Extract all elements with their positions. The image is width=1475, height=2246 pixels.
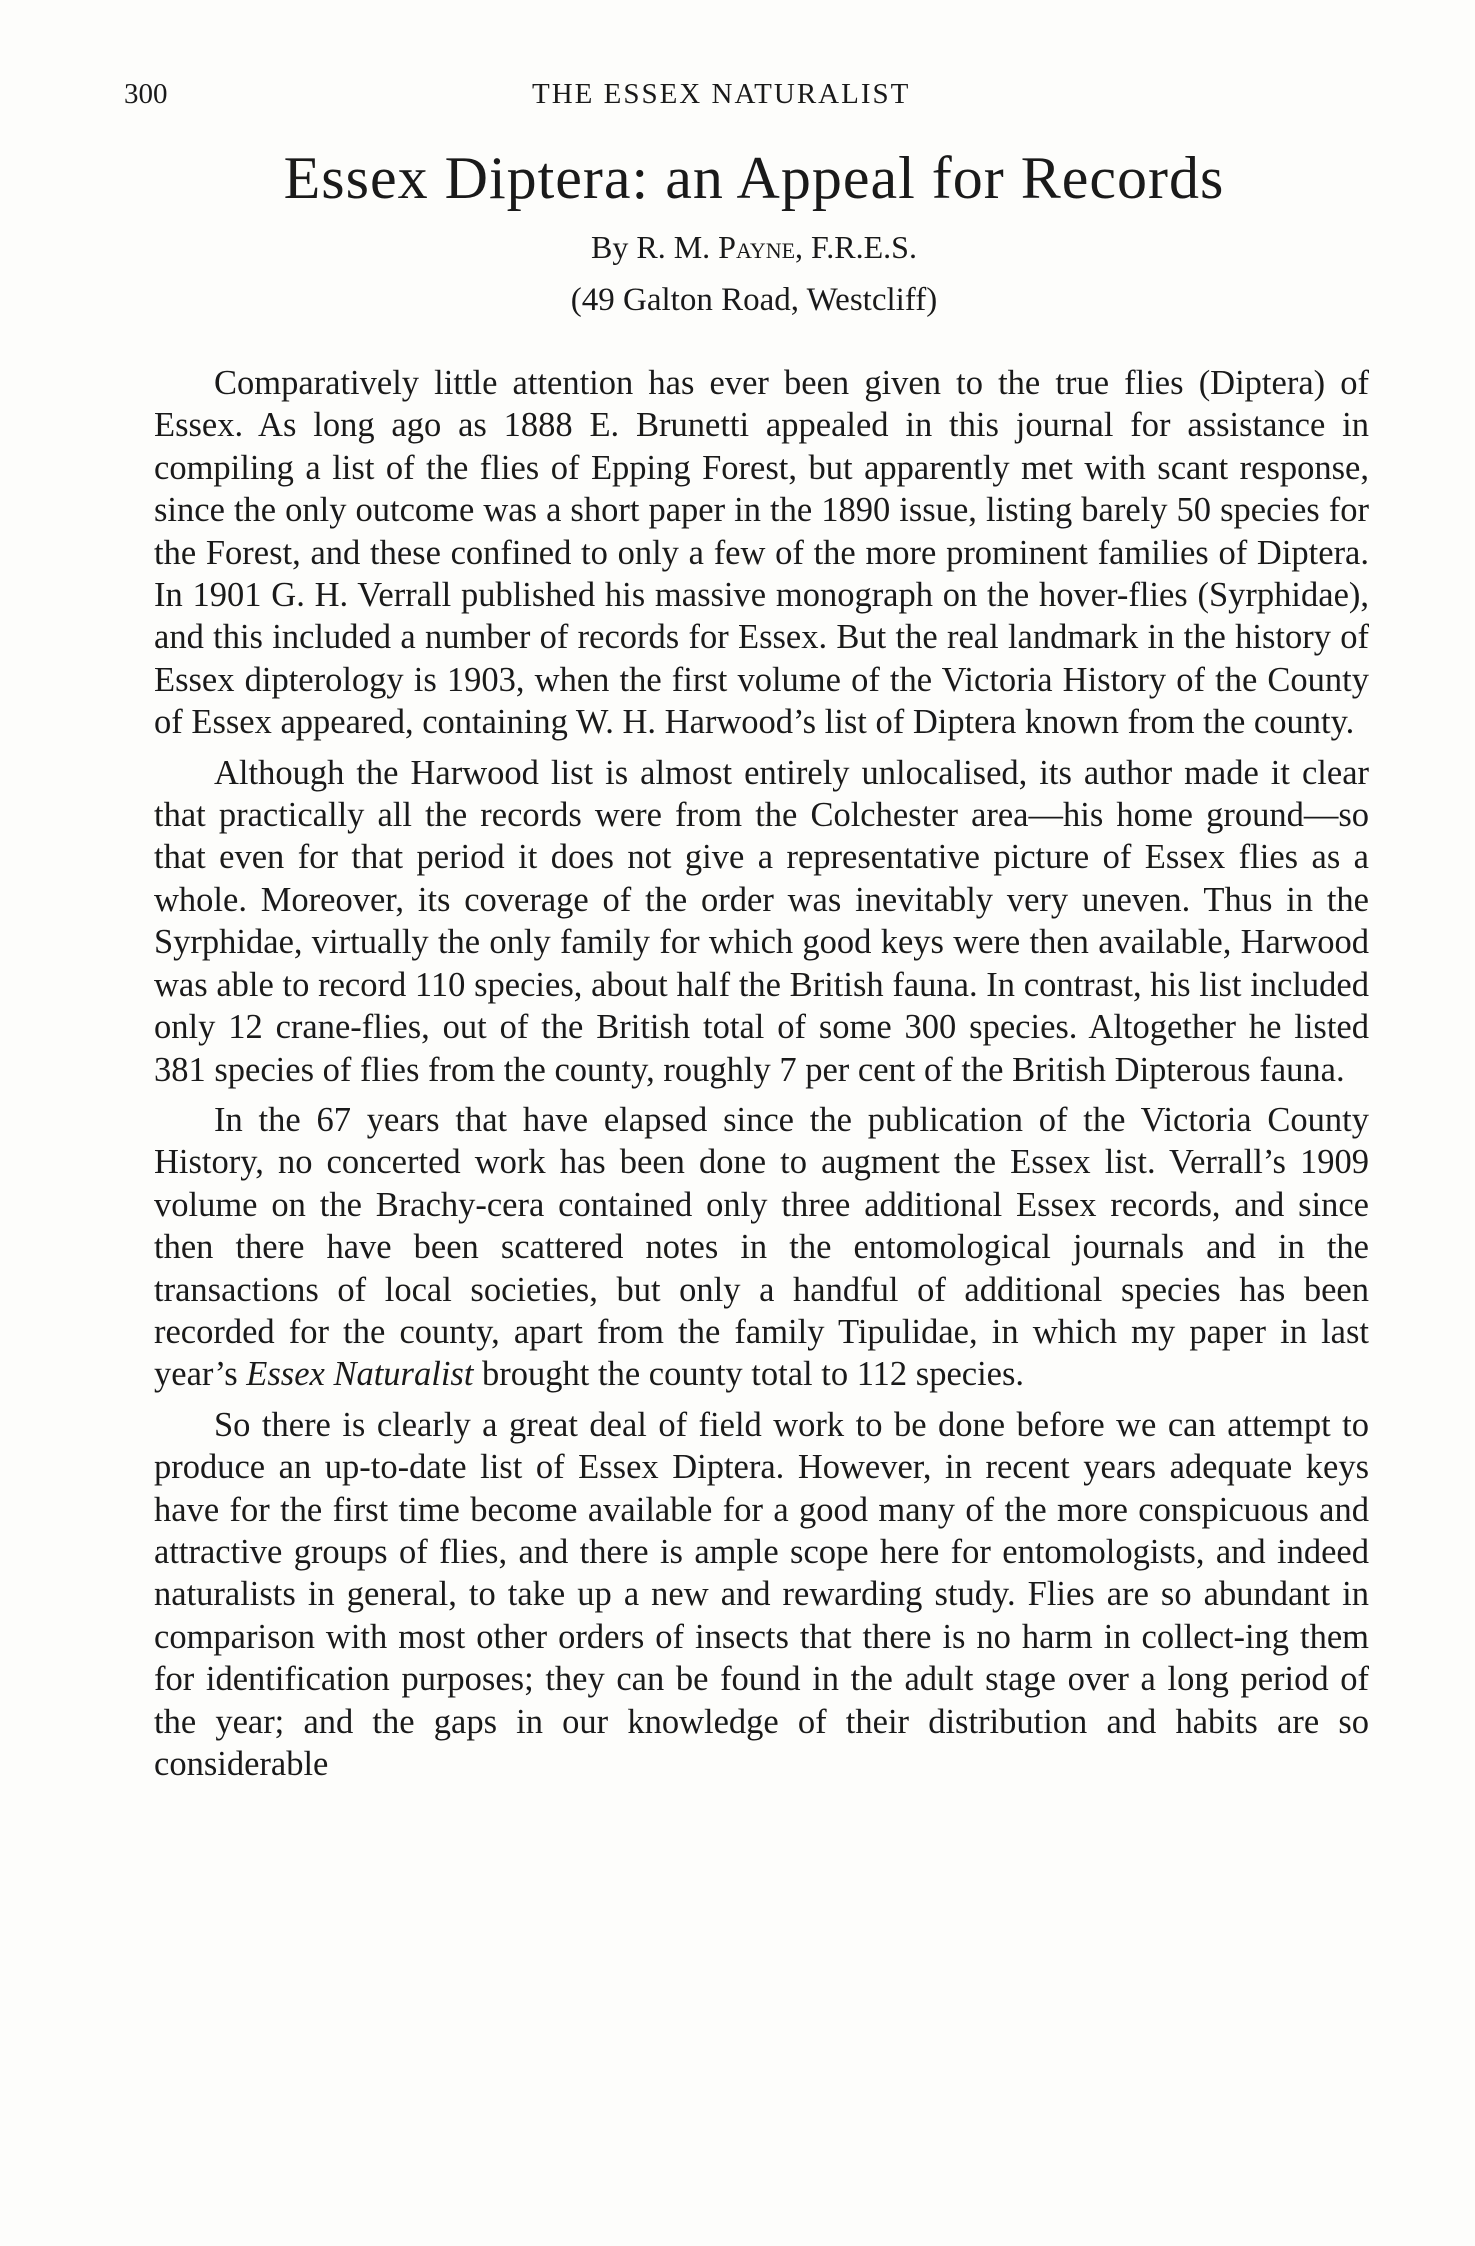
paragraph-3-text: In the 67 years that have elapsed since the publication of the Victoria County History, no concerted work has been done to augment the Essex list. Verrall’s 1909 volume on the Brachy-cera contained only three additional Essex records, and since then there have been scattered notes in the entomological journals and in the transactions of local societies, but only a handful of additional species has been recorded for the county, apart from the family Tipulidae, in which my paper in last year’s <box>154 1100 1369 1394</box>
paragraph-3-text-end: brought the county total to 112 species. <box>473 1355 1025 1394</box>
page-number: 300 <box>124 78 168 110</box>
journal-title: THE ESSEX NATURALIST <box>532 78 911 110</box>
paragraph-3 <box>154 1099 1369 1396</box>
running-head <box>124 78 1384 118</box>
article-body <box>154 362 1369 1793</box>
byline-prefix: By R. M. <box>591 229 719 265</box>
paragraph-2: Although the Harwood list is almost entirely unlocalised, its author made it clear that practically all the records were from the Colchester area—his home ground—so that even for that period it does not give a representative picture of Essex flies as a whole. Moreover, its coverage of the order was inevitably very uneven. Thus in the Syrphidae, virtually the only family for which good keys were then available, Harwood was able to record 110 species, about half the British fauna. In contrast, his list included only 12 crane-flies, out of the British total of some 300 species. Altogether he listed 381 species of flies from the county, roughly 7 per cent of the British Dipterous fauna. <box>154 753 1369 1089</box>
paragraph-1: Comparatively little attention has ever been given to the true flies (Diptera) of Essex. As long ago as 1888 E. Brunetti appealed in this journal for assistance in compiling a list of the flies of Epping Forest, but apparently met with scant response, since the only outcome was a short paper in the 1890 issue, listing barely 50 species for the Forest, and these confined to only a few of the more prominent families of Diptera. In 1901 G. H. Verrall published his massive monograph on the hover-flies (Syrphidae), and this included a number of records for Essex. But the real landmark in the history of Essex dipterology is 1903, when the first volume of the Victoria History of the County of Essex appeared, containing W. H. Harwood’s list of Diptera known from the county. <box>154 364 1369 742</box>
byline-suffix: , F.R.E.S. <box>795 229 917 265</box>
journal-name-italic: Essex Naturalist <box>246 1355 474 1394</box>
author-byline <box>124 226 1384 268</box>
paragraph-4: So there is clearly a great deal of field work to be done before we can attempt to produce an up-to-date list of Essex Diptera. However, in recent years adequate keys have for the first time become available for a good many of the more conspicuous and attractive groups of flies, and there is ample scope here for entomologists, and indeed naturalists in general, to take up a new and rewarding study. Flies are so abundant in comparison with most other orders of insects that there is no harm in collect-ing them for identification purposes; they can be found in the adult stage over a long period of the year; and the gaps in our knowledge of their distribution and habits are so considerable <box>154 1405 1369 1783</box>
author-address: (49 Galton Road, Westcliff) <box>570 282 938 318</box>
author-surname: Payne <box>718 229 796 265</box>
article-title: Essex Diptera: an Appeal for Records <box>283 145 1225 211</box>
